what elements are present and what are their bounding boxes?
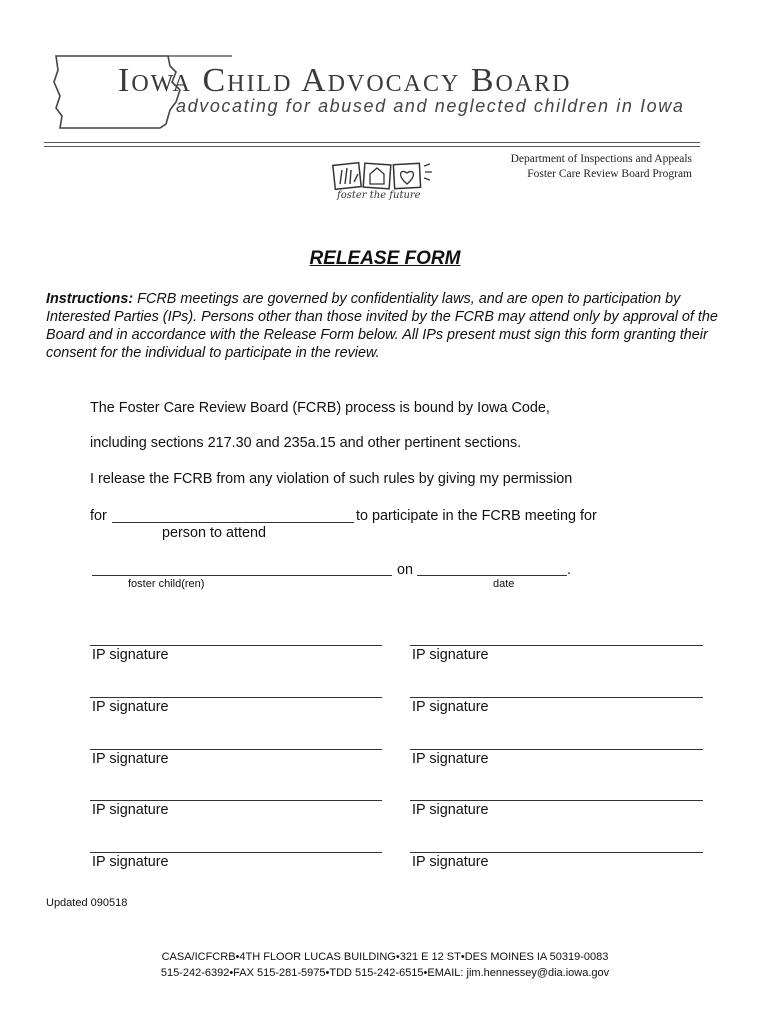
header-rule-top (44, 142, 700, 143)
ip-signature-label: IP signature (412, 854, 489, 871)
ip-signature-line-left-5[interactable] (90, 852, 382, 853)
ip-signature-line-right-3[interactable] (410, 749, 703, 750)
date-field[interactable] (417, 575, 567, 576)
ip-signature-line-right-2[interactable] (410, 697, 703, 698)
ip-signature-label: IP signature (92, 647, 169, 663)
ip-signature-line-right-4[interactable] (410, 800, 703, 801)
foster-child-label: foster child(ren) (128, 578, 205, 590)
ip-signature-line-right-1[interactable] (410, 645, 703, 646)
ip-signature-label: IP signature (92, 698, 169, 715)
ip-signature-label: IP signature (412, 802, 489, 819)
ip-signature-label: IP signature (92, 854, 169, 871)
logo-title: Iowa Child Advocacy Board (118, 62, 572, 99)
instructions (46, 290, 726, 362)
program-name: Foster Care Review Board Program (527, 168, 692, 180)
ip-signature-line-right-5[interactable] (410, 852, 703, 853)
ip-signature-label: IP signature (92, 802, 169, 819)
updated-date: Updated 090518 (46, 897, 128, 909)
department-name: Department of Inspections and Appeals (510, 153, 692, 165)
logo-tagline: advocating for abused and neglected children in Iowa (176, 96, 685, 116)
foster-child-field[interactable] (92, 575, 392, 576)
footer-contact: 515-242-6392•FAX 515-281-5975•TDD 515-242-6515•EMAIL: jim.hennessey@dia.iowa.gov (160, 967, 610, 979)
statement-line-3: I release the FCRB from any violation of such rules by giving my permission (90, 471, 573, 487)
person-to-attend-label: person to attend (162, 525, 267, 541)
ip-signature-line-left-1[interactable] (90, 645, 382, 646)
statement-line-1: The Foster Care Review Board (FCRB) process is bound by Iowa Code, (90, 400, 550, 416)
ip-signature-label: IP signature (412, 750, 489, 767)
date-period: . (567, 562, 571, 578)
for-suffix: to participate in the FCRB meeting for (356, 508, 597, 524)
footer-address: CASA/ICFCRB•4TH FLOOR LUCAS BUILDING•321 E 12 ST•DES MOINES IA 50319-0083 (161, 951, 609, 963)
ip-signature-line-left-2[interactable] (90, 697, 382, 698)
for-prefix: for (90, 508, 107, 524)
date-label: date (493, 578, 515, 590)
header-rule-bottom (44, 146, 700, 147)
person-to-attend-field[interactable] (112, 522, 354, 523)
ip-signature-line-left-4[interactable] (90, 800, 382, 801)
instructions-label: Instructions: (46, 291, 134, 307)
department-block (511, 152, 692, 182)
ip-signature-line-left-3[interactable] (90, 749, 382, 750)
form-title: RELEASE FORM (309, 248, 461, 269)
statement-line-2: including sections 217.30 and 235a.15 and other pertinent sections. (90, 435, 522, 451)
program-logo-text: foster the future (337, 190, 421, 201)
ip-signature-label: IP signature (412, 698, 489, 715)
instructions-text: FCRB meetings are governed by confidentiality laws, and are open to participation by Interested Parties (IPs). Persons other than those invited by the FCRB may attend only by approval of the Board and in accordance with the Release Form below. All IPs present must sign this form granting their consent for the individual to participate in the review. (46, 291, 718, 361)
ip-signature-label: IP signature (92, 750, 169, 767)
ip-signature-label: IP signature (412, 647, 489, 663)
on-text: on (397, 562, 414, 578)
